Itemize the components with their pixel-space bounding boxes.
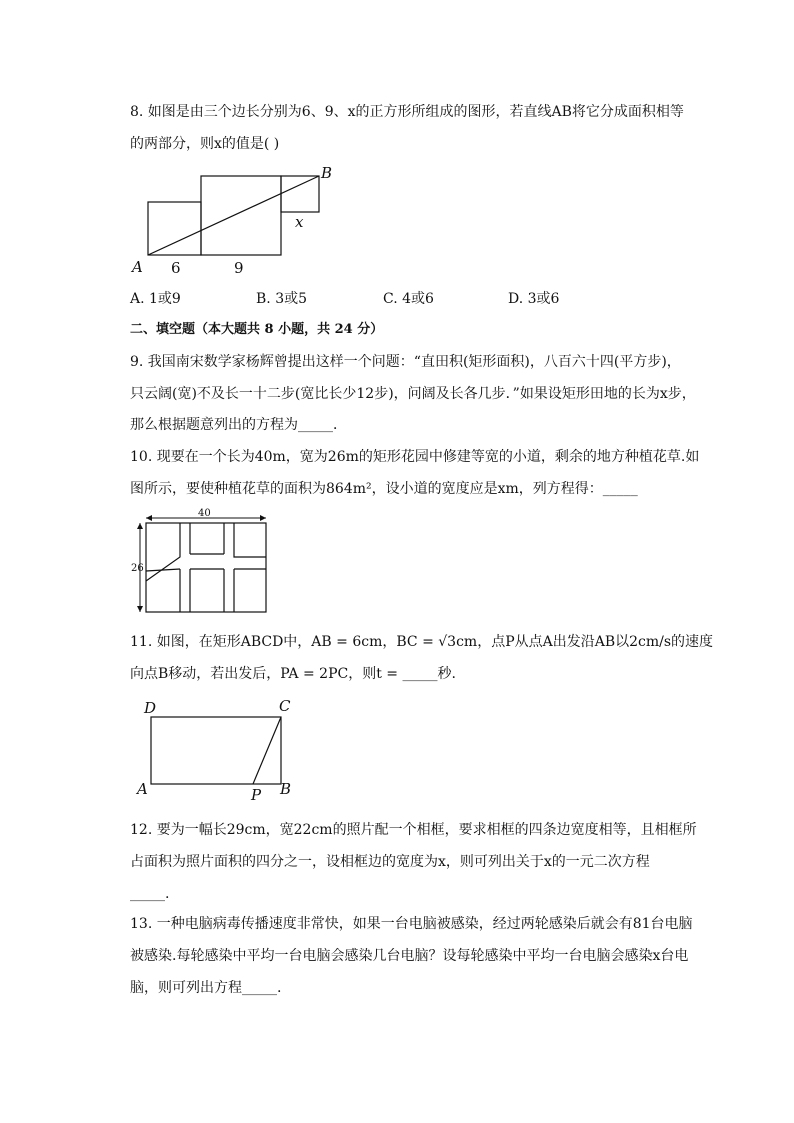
arrow-bottom-26 [137,606,143,612]
label-9: 9 [234,259,244,277]
q8-option-d: D. 3或6 [508,291,560,307]
label-a: A [137,780,148,798]
q11-text-line1: 11. 如图，在矩形ABCD中，AB = 6cm，BC = √3cm，点P从点A出发沿AB以2cm/s的速度 [130,634,714,650]
q9-text-line2: 只云阔(宽)不及长一十二步(宽比长少12步)，问阔及长各几步．”如果设矩形田地的长为x步， [130,386,696,402]
label-b: B [280,780,292,798]
q8-text-line1: 8. 如图是由三个边长分别为6、9、x的正方形所组成的图形，若直线AB将它分成面积相等 [130,104,684,120]
square-6 [148,202,201,255]
arrow-top-26 [137,523,143,529]
q8-figure-squares [128,162,348,277]
square-x [281,176,319,212]
section-heading-fill-in: 二、填空题（本大题共 8 小题，共 24 分） [130,322,384,337]
label-d: D [144,699,157,717]
arrow-left-40 [146,515,152,521]
q9-text-line3: 那么根据题意列出的方程为_____． [130,417,347,433]
label-b: B [321,164,333,182]
label-40: 40 [198,508,211,519]
rect-abcd [151,717,281,784]
garden-paths [146,523,266,612]
segment-pc [253,717,281,784]
q13-text-line2: 被感染.每轮感染中平均一台电脑会感染几台电脑？设每轮感染中平均一台电脑会感染x台电 [130,948,689,964]
garden-outline [146,523,266,612]
label-26: 26 [131,563,144,574]
q12-text-line3: _____. [130,886,170,902]
q10-figure-garden [128,505,278,615]
q10-text-line2: 图所示，要使种植花草的面积为864m²，设小道的宽度应是xm，列方程得：_____ [130,481,638,497]
label-c: C [279,697,291,715]
q13-text-line1: 13. 一种电脑病毒传播速度非常快，如果一台电脑被感染，经过两轮感染后就会有81台电脑 [130,916,693,932]
q8-text-line2: 的两部分，则x的值是( ) [130,136,280,152]
square-9 [201,176,281,255]
q8-option-c: C. 4或6 [383,291,434,307]
q12-text-line1: 12. 要为一幅长29cm，宽22cm的照片配一个相框，要求相框的四条边宽度相等，且相框所 [130,822,697,838]
label-6: 6 [171,259,181,277]
q10-text-line1: 10. 现要在一个长为40m，宽为26m的矩形花园中修建等宽的小道，剩余的地方种植花草.如 [130,449,700,465]
label-a: A [132,258,143,276]
label-x: x [295,213,304,231]
line-ab [148,176,319,255]
label-p: P [251,786,262,804]
arrow-right-40 [260,515,266,521]
q9-text-line1: 9. 我国南宋数学家杨辉曾提出这样一个问题：“直田积(矩形面积)，八百六十四(平方步)， [130,354,681,370]
q13-text-line3: 脑，则可列出方程_____. [130,980,282,996]
q11-figure-rectangle [135,697,305,802]
q11-text-line2: 向点B移动，若出发后，PA = 2PC，则t = _____秒. [130,666,456,682]
q8-option-b: B. 3或5 [256,291,308,307]
q8-option-a: A. 1或9 [130,291,181,307]
q12-text-line2: 占面积为照片面积的四分之一，设相框边的宽度为x，则可列出关于x的一元二次方程 [130,854,650,870]
